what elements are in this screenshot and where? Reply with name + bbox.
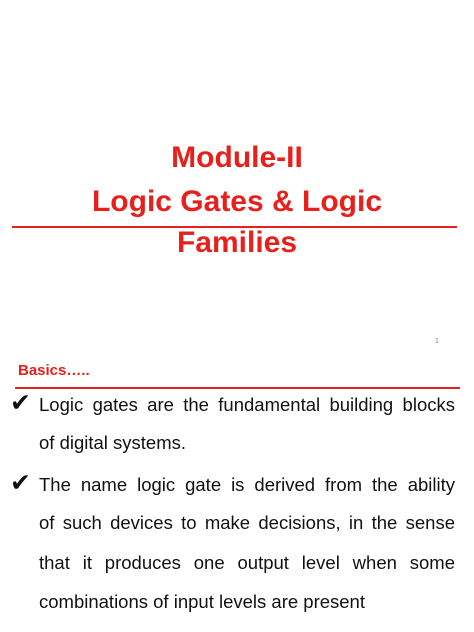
bullet-text-line: of digital systems. — [39, 432, 187, 453]
bullet-text-line: combinations of input levels are present — [39, 591, 365, 612]
bullet-text-line: The name logic gate is derived from the ability — [39, 474, 455, 495]
title-line-3: Families — [176, 226, 298, 259]
page-number: 1 — [435, 338, 439, 345]
check-mark-icon: ✔ — [10, 468, 31, 497]
heading-divider — [15, 387, 460, 389]
title-line-2: Logic Gates & Logic — [91, 185, 383, 218]
bullet-text-line: of such devices to make decisions, in the sense — [39, 512, 455, 533]
content-slide — [0, 355, 474, 632]
title-line-1: Module-II — [171, 141, 303, 174]
bullet-text-line: Logic gates are the fundamental building blocks — [39, 394, 455, 415]
check-mark-icon: ✔ — [10, 388, 31, 417]
section-heading: Basics….. — [18, 362, 90, 379]
bullet-text-line: that it produces one output level when some — [39, 552, 455, 573]
